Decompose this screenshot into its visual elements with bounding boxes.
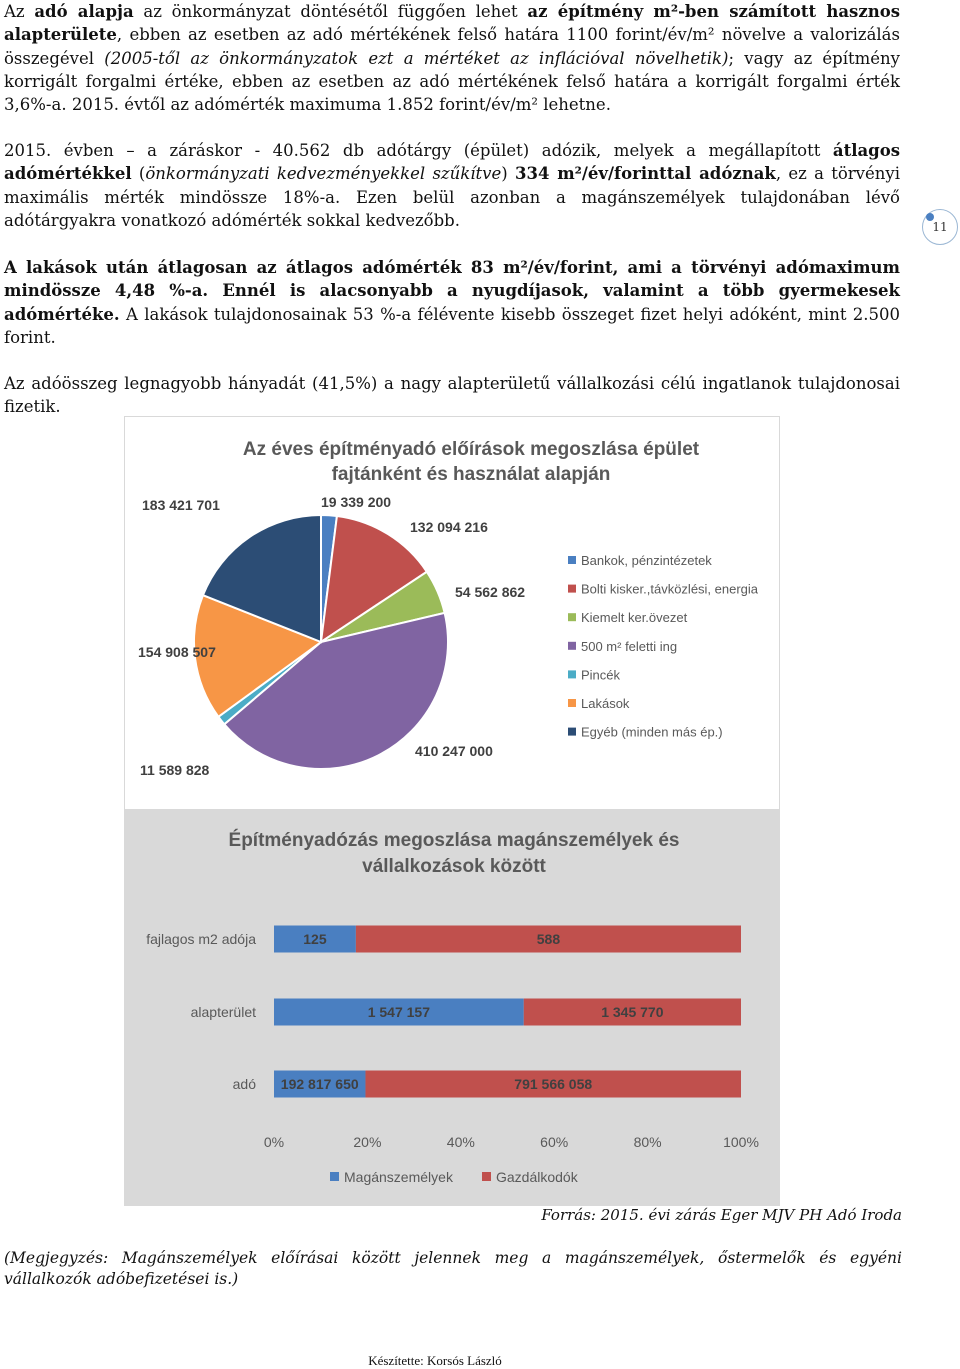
paragraph-largest-share (4, 372, 900, 419)
x-tick-label: 100% (723, 1134, 759, 1150)
text-run: átlagos adómértékkel (4, 141, 900, 184)
legend-swatch (568, 670, 576, 678)
text-run: önkormányzati kedvezményekkel szűkítve (145, 164, 502, 184)
page-number: 11 (922, 209, 958, 245)
source-note: Forrás: 2015. évi zárás Eger MJV PH Adó Iroda (541, 1206, 902, 1224)
legend-label: Bankok, pénzintézetek (581, 553, 712, 568)
pie-data-label: 19 339 200 (321, 494, 392, 510)
bar-value-label: 192 817 650 (280, 1076, 359, 1092)
text-run: 2015. évben – a záráskor - 40.562 db adótárgy (épület) adózik, melyek a megállapított (4, 141, 833, 160)
bar-value-label: 125 (303, 931, 327, 947)
pie-chart (124, 416, 780, 810)
bar-chart-svg (124, 810, 780, 1206)
bar-chart-title-line1: Építményadózás megoszlása magánszemélyek és (228, 830, 680, 851)
pie-data-label: 11 589 828 (140, 762, 210, 778)
legend-swatch (568, 585, 576, 593)
legend-label: Magánszemélyek (344, 1169, 453, 1185)
text-run: A lakások után átlagosan az átlagos adómérték 83 m²/év/forint, ami a törvényi adómaximum mindössze 4,48 %-a. Ennél is alacsonyabb a nyugdíjasok, valamint a több gyermekesek adómértéke. (4, 258, 900, 324)
bar-value-label: 791 566 058 (514, 1076, 593, 1092)
legend-swatch (330, 1172, 339, 1181)
text-run: , ez a törvényi maximális mérték mindössze 18%-a. Ezen belül azonban a magánszemélyek tulajdonában lévő adótárgyakra vonatkozó adómérték sokkal kedvezőbb. (4, 164, 900, 230)
text-run: Az adóösszeg legnagyobb hányadát (41,5%) a nagy alapterületű vállalkozási célú ingatlanok tulajdonosai fizetik. (4, 374, 900, 417)
legend-label: Lakások (581, 696, 630, 711)
pie-chart-title-line2: fajtánként és használat alapján (331, 464, 611, 485)
footnote: (Megjegyzés: Magánszemélyek előírásai között jelennek meg a magánszemélyek, őstermelők és egyéni vállalkozók adóbefizetései is.) (4, 1249, 902, 1288)
pie-data-label: 54 562 862 (455, 584, 526, 600)
paragraph-2015-tax-objects (4, 139, 900, 232)
bar-category-label: fajlagos m2 adója (146, 931, 256, 947)
pie-data-label: 183 421 701 (142, 497, 220, 513)
text-run: A lakások tulajdonosainak 53 %-a félévente kisebb összeget fizet helyi adóként, mint 2.500 forint. (4, 304, 900, 347)
legend-label: 500 m² feletti ing (581, 638, 678, 654)
x-tick-label: 0% (263, 1134, 285, 1150)
bar-chart (124, 810, 780, 1206)
text-run: ; vagy az építmény korrigált forgalmi értéke, ebben az esetben az adó mértékének felső határa a korrigált forgalmi érték 3,6%-a. 2015. évtől az adómérték maximuma 1.852 forint/év/m² lehetne. (4, 48, 900, 115)
text-run: ( (131, 164, 146, 184)
legend-swatch (482, 1172, 491, 1181)
legend-label: Egyéb (minden más ép.) (581, 724, 723, 740)
legend-label: Bolti kisker.,távközlési, energia (581, 581, 759, 597)
legend-swatch (568, 613, 576, 621)
legend-label: Kiemelt ker.övezet (581, 610, 688, 626)
text-run: ) (501, 164, 515, 184)
text-run: adó alapja (34, 2, 134, 21)
legend-swatch (568, 728, 576, 736)
pie-data-label: 132 094 216 (410, 519, 488, 535)
pie-data-label: 410 247 000 (415, 743, 493, 759)
legend-swatch (568, 642, 576, 650)
legend-swatch (568, 556, 576, 564)
paragraph-housing-rate (4, 256, 900, 349)
text-run: Az (4, 2, 35, 21)
pie-chart-title-line1: Az éves építményadó előírások megoszlása épület (242, 439, 700, 460)
bar-category-label: alapterület (190, 1004, 256, 1020)
page-number-dot-icon (926, 213, 934, 221)
text-run: , ebben az esetben az adó mértékének felső határa 1100 forint/év/m² növelve a valorizálás összegével (4, 25, 900, 68)
text-run: 334 m²/év/forinttal adóznak (514, 164, 776, 184)
bar-value-label: 1 547 157 (367, 1004, 431, 1020)
bar-value-label: 588 (536, 931, 561, 947)
legend-label: Pincék (581, 667, 621, 683)
text-run: az építmény m²-ben számított hasznos alapterülete (4, 2, 901, 45)
x-tick-label: 60% (540, 1134, 569, 1150)
x-tick-label: 80% (633, 1134, 662, 1150)
pie-chart-svg (125, 417, 779, 809)
legend-swatch (568, 699, 576, 707)
author-footer: Készítette: Korsós László (368, 1353, 502, 1368)
bar-category-label: adó (232, 1076, 256, 1092)
paragraph-tax-base (4, 0, 900, 116)
text-run: (2005-től az önkormányzatok ezt a mértéket az inflációval növelhetik) (104, 48, 729, 68)
pie-data-label: 154 908 507 (138, 644, 216, 660)
legend-label: Gazdálkodók (496, 1169, 578, 1185)
bar-chart-title-line2: vállalkozások között (362, 856, 546, 877)
bar-value-label: 1 345 770 (601, 1004, 664, 1020)
x-tick-label: 20% (353, 1134, 382, 1150)
x-tick-label: 40% (446, 1134, 475, 1150)
text-run: az önkormányzat döntésétől függően lehet (133, 2, 528, 21)
